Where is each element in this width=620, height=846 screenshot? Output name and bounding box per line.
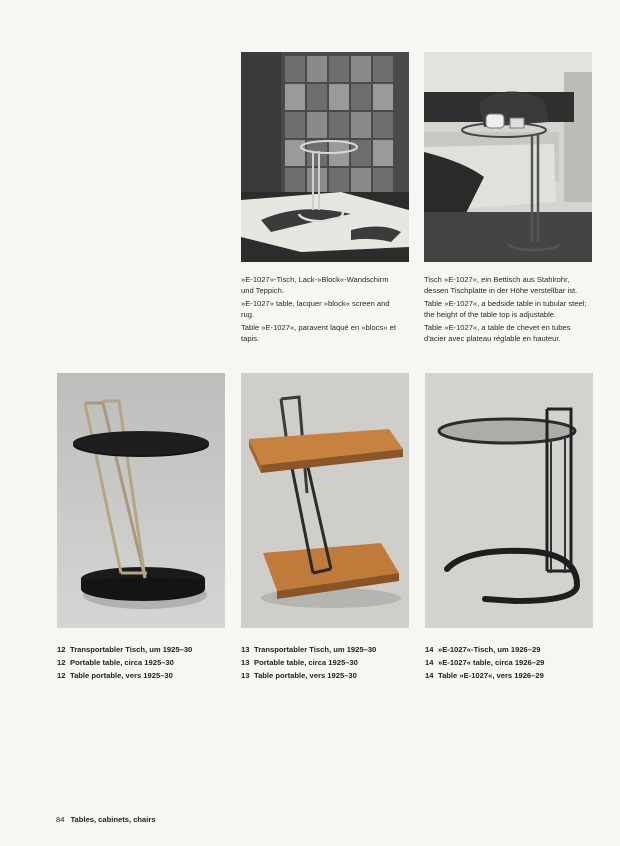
item-number: 13 [241,658,250,667]
item-number: 13 [241,645,250,654]
caption-item-12 [57,643,192,682]
caption-fr: Table »E-1027«, a table de chevet en tubes d'acier avec plateau réglable en hauteur. [424,323,571,343]
caption-line-de [57,643,192,656]
item-number: 13 [241,671,250,680]
photo-item-13-portable-table [241,373,409,628]
caption-text: Transportabler Tisch, um 1925–30 [254,645,377,654]
caption-text: »E-1027« table, circa 1926–29 [438,658,545,667]
caption-en: »E-1027« table, lacquer »block« screen and rug. [241,299,390,319]
photo-item-12-portable-table [57,373,225,628]
caption-text: Table portable, vers 1925–30 [70,671,173,680]
caption-text: Portable table, circa 1925–30 [70,658,174,667]
caption-photo-2 [424,275,592,348]
page-number: 84 [56,815,65,824]
caption-line-en [241,656,376,669]
caption-line-de [425,643,544,656]
caption-line-fr [425,669,544,682]
caption-line-en [57,656,192,669]
caption-line-en [425,656,544,669]
item-number: 12 [57,671,66,680]
section-title: Tables, cabinets, chairs [70,815,156,824]
caption-line-fr [57,669,192,682]
caption-de: »E-1027«-Tisch, Lack-»Block«-Wandschirm und Teppich. [241,275,389,295]
caption-item-14 [425,643,544,682]
item-number: 14 [425,645,434,654]
item-number: 12 [57,658,66,667]
caption-text: Table »E-1027«, vers 1926–29 [438,671,544,680]
photo-item-14-e1027-table [425,373,593,628]
caption-text: Table portable, vers 1925–30 [254,671,357,680]
item-number: 14 [425,671,434,680]
photo-bedside-table [424,52,592,262]
photo-table-with-block-screen [241,52,409,262]
caption-text: Portable table, circa 1925–30 [254,658,358,667]
page-footer [56,815,156,824]
caption-line-fr [241,669,376,682]
caption-line-de [241,643,376,656]
item-number: 12 [57,645,66,654]
caption-text: »E-1027«-Tisch, um 1926–29 [438,645,541,654]
caption-photo-1 [241,275,401,348]
caption-en: Table »E-1027«, a bedside table in tubular steel; the height of the table top is adjustable. [424,299,587,319]
caption-fr: Table »E-1027«, paravent laqué en »blocs« et tapis. [241,323,396,343]
caption-item-13 [241,643,376,682]
item-number: 14 [425,658,434,667]
caption-text: Transportabler Tisch, um 1925–30 [70,645,193,654]
caption-de: Tisch »E-1027«, ein Bettisch aus Stahlrohr, dessen Tischplatte in der Höhe verstellbar ist. [424,275,578,295]
